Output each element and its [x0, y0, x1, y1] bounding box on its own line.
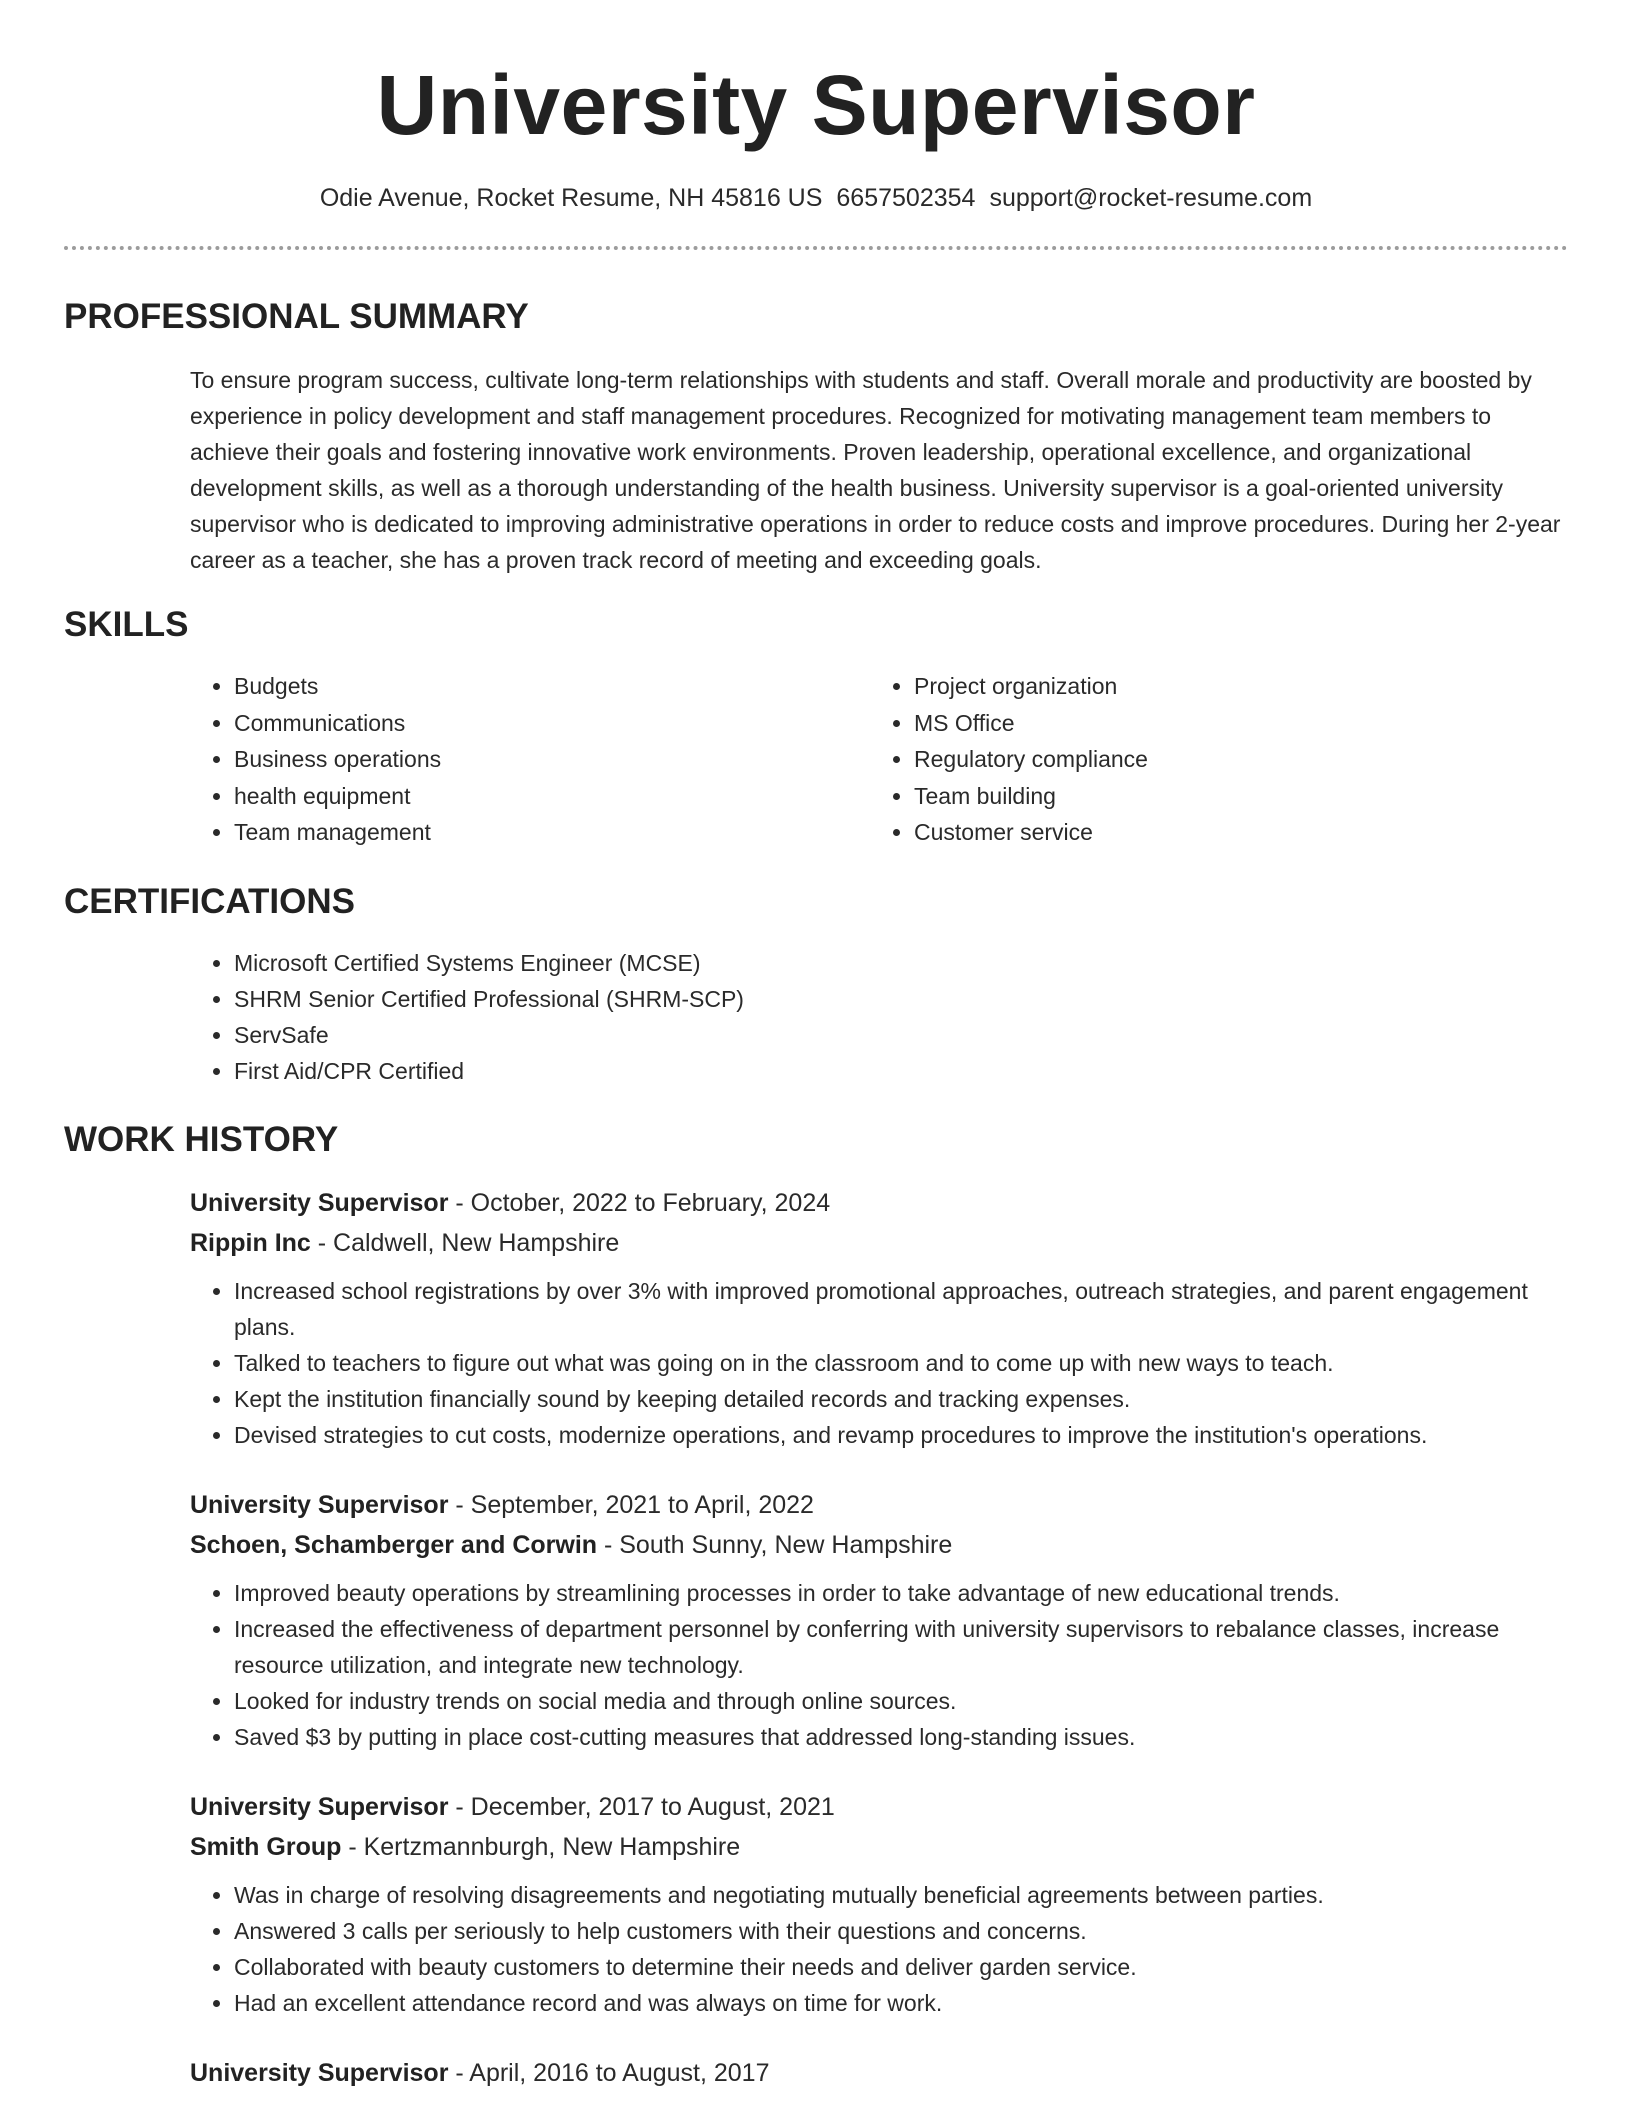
job-entry	[190, 2053, 1568, 2093]
job-bullet: • Devised strategies to cut costs, modernize operations, and revamp procedures to improve the institution's operations.	[234, 1417, 1568, 1453]
skill-item: • Budgets	[234, 668, 870, 705]
contact-email: support@rocket-resume.com	[989, 184, 1313, 212]
skill-item: • Business operations	[234, 741, 870, 778]
job-bullets	[190, 1575, 1568, 1755]
job-bullet: • Answered 3 calls per seriously to help customers with their questions and concerns.	[234, 1913, 1568, 1949]
job-company: Smith Group	[190, 1832, 342, 1861]
skill-item: • MS Office	[914, 705, 1550, 742]
job-bullet: • Increased the effectiveness of department personnel by conferring with university supervisors to rebalance classes, increase resource utilization, and integrate new technology.	[234, 1611, 1568, 1683]
skill-item: • health equipment	[234, 778, 870, 815]
job-company-line	[190, 1827, 1568, 1867]
skill-item: • Communications	[234, 705, 870, 742]
certification-item: • SHRM Senior Certified Professional (SHRM-SCP)	[234, 981, 1568, 1017]
job-dates: - April, 2016 to August, 2017	[448, 2058, 770, 2087]
job-dates: - September, 2021 to April, 2022	[448, 1490, 814, 1519]
skill-item: • Team management	[234, 814, 870, 851]
job-company: Schoen, Schamberger and Corwin	[190, 1530, 598, 1559]
job-dates: - October, 2022 to February, 2024	[448, 1188, 831, 1217]
job-role: University Supervisor	[190, 1792, 449, 1821]
skills-column-left	[190, 668, 870, 851]
contact-line	[64, 182, 1568, 214]
job-bullet: • Was in charge of resolving disagreements and negotiating mutually beneficial agreements between parties.	[234, 1877, 1568, 1913]
job-role: University Supervisor	[190, 1188, 449, 1217]
job-company: Rippin Inc	[190, 1228, 311, 1257]
job-bullet: • Had an excellent attendance record and was always on time for work.	[234, 1985, 1568, 2021]
job-bullet: • Saved $3 by putting in place cost-cutting measures that addressed long-standing issues.	[234, 1719, 1568, 1755]
resume-name: University Supervisor	[376, 58, 1256, 152]
section-title-skills: SKILLS	[64, 605, 189, 644]
job-role: University Supervisor	[190, 1490, 449, 1519]
contact-phone: 6657502354	[836, 184, 976, 212]
skills-list	[190, 668, 1568, 851]
skills-column-right	[870, 668, 1550, 851]
work-history-list	[64, 1183, 1568, 2093]
job-bullet: • Kept the institution financially sound by keeping detailed records and tracking expenses.	[234, 1381, 1568, 1417]
job-role: University Supervisor	[190, 2058, 449, 2087]
job-title-line	[190, 2053, 1568, 2093]
skill-item: • Project organization	[914, 668, 1550, 705]
job-bullet: • Improved beauty operations by streamlining processes in order to take advantage of new educational trends.	[234, 1575, 1568, 1611]
section-title-work-history: WORK HISTORY	[64, 1119, 339, 1159]
section-title-certifications: CERTIFICATIONS	[64, 881, 356, 921]
job-bullet: • Increased school registrations by over 3% with improved promotional approaches, outreach strategies, and parent engagement plans.	[234, 1273, 1568, 1345]
contact-address: Odie Avenue, Rocket Resume, NH 45816 US	[319, 184, 823, 212]
job-location: - South Sunny, New Hampshire	[597, 1530, 953, 1559]
job-entry	[190, 1485, 1568, 1755]
skill-item: • Customer service	[914, 814, 1550, 851]
certification-item: • ServSafe	[234, 1017, 1568, 1053]
job-location: - Caldwell, New Hampshire	[310, 1228, 620, 1257]
job-bullet: • Talked to teachers to figure out what was going on in the classroom and to come up with new ways to teach.	[234, 1345, 1568, 1381]
job-dates: - December, 2017 to August, 2021	[448, 1792, 835, 1821]
job-company-line	[190, 1525, 1568, 1565]
certification-item: • Microsoft Certified Systems Engineer (MCSE)	[234, 945, 1568, 981]
job-bullets	[190, 1273, 1568, 1453]
job-title-line	[190, 1787, 1568, 1827]
certifications-list	[190, 945, 1568, 1089]
job-title-line	[190, 1183, 1568, 1223]
job-company-line	[190, 1223, 1568, 1263]
job-bullets	[190, 1877, 1568, 2021]
header-divider	[64, 246, 1568, 250]
certification-item: • First Aid/CPR Certified	[234, 1053, 1568, 1089]
skill-item: • Team building	[914, 778, 1550, 815]
job-entry	[190, 1183, 1568, 1453]
section-title-summary: PROFESSIONAL SUMMARY	[64, 297, 529, 336]
job-location: - Kertzmannburgh, New Hampshire	[341, 1832, 741, 1861]
job-title-line	[190, 1485, 1568, 1525]
skill-item: • Regulatory compliance	[914, 741, 1550, 778]
summary-text: To ensure program success, cultivate long-term relationships with students and staff. Overall morale and productivity are boosted by experience in policy development and staff management procedures. Recognized for motivating management team members to achieve their goals and fostering innovative work environments. Proven leadership, operational excellence, and organizational development skills, as well as a thorough understanding of the health business. University supervisor is a goal-oriented university supervisor who is dedicated to improving administrative operations in order to reduce costs and improve procedures. During her 2-year career as a teacher, she has a proven track record of meeting and exceeding goals.	[190, 367, 1561, 573]
job-entry	[190, 1787, 1568, 2021]
job-bullet: • Looked for industry trends on social media and through online sources.	[234, 1683, 1568, 1719]
job-bullet: • Collaborated with beauty customers to determine their needs and deliver garden service.	[234, 1949, 1568, 1985]
